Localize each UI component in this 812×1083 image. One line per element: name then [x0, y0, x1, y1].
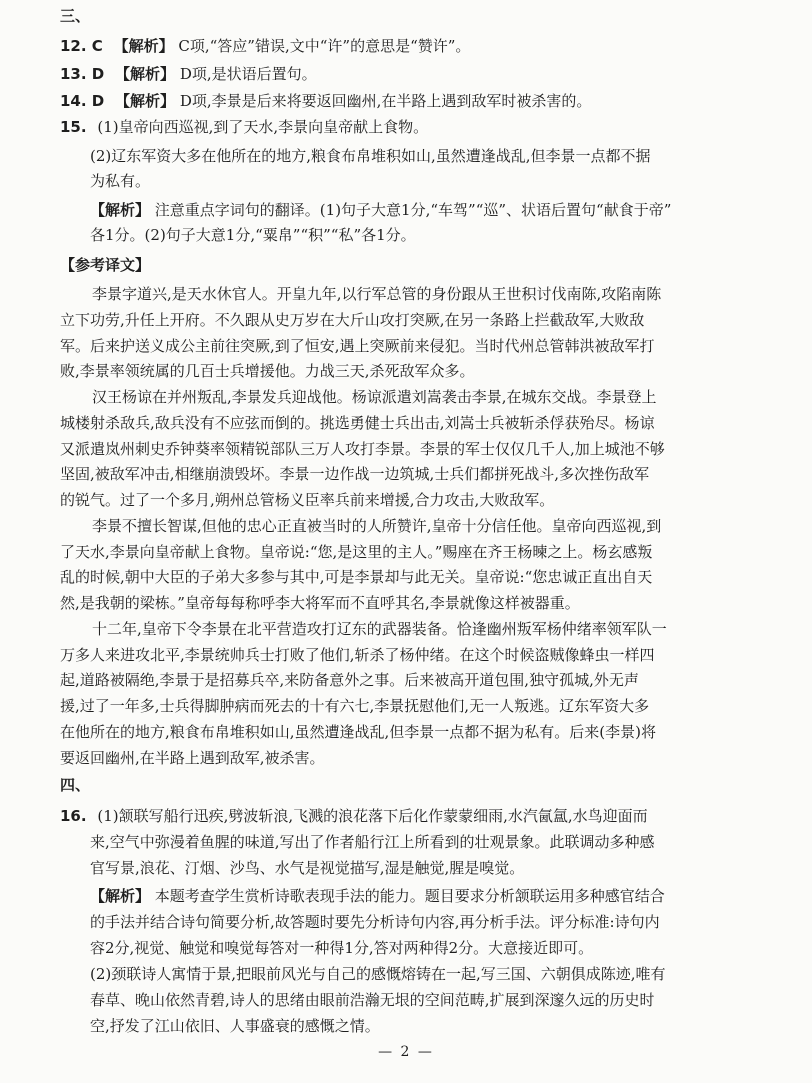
answer-16-number: 16. — [60, 807, 87, 825]
answer-15-part1: (1)皇帝向西巡视,到了天水,李景向皇帝献上食物。 — [97, 118, 429, 136]
translation-line: 然,是我朝的梁栋。”皇帝每每称呼李大将军而不直呼其名,李景就像这样被器重。 — [60, 594, 580, 612]
translation-line: 李景字道兴,是天水休官人。开皇九年,以行军总管的身份跟从王世积讨伐南陈,攻陷南陈 — [92, 285, 662, 303]
answer-15-analysis-line: 各1分。(2)句子大意1分,“粟帛”“积”“私”各1分。 — [90, 226, 416, 244]
answer-16-analysis — [90, 883, 762, 909]
answer-14-text: D项,李景是后来将要返回幽州,在半路上遇到敌军时被杀害的。 — [179, 92, 592, 110]
translation-line: 败,李景率领统属的几百士兵增援他。力战三天,杀死敌军众多。 — [60, 362, 475, 380]
answer-15-analysis — [90, 197, 762, 223]
answer-15-number: 15. — [60, 118, 87, 136]
answer-12-text: C项,“答应”错误,文中“许”的意思是“赞许”。 — [178, 37, 471, 55]
answer-15-part2-line: 为私有。 — [90, 172, 151, 190]
translation-line: 李景不擅长智谋,但他的忠心正直被当时的人所赞许,皇帝十分信任他。皇帝向西巡视,到 — [92, 517, 662, 535]
answer-13 — [60, 61, 760, 87]
answer-14-number: 14. D — [60, 92, 105, 110]
translation-line: 城楼射杀敌兵,敌兵没有不应弦而倒的。挑选勇健士兵出击,刘嵩士兵被斩杀俘获殆尽。杨谅 — [60, 414, 655, 432]
translation-line: 又派遣岚州刺史乔钟葵率领精锐部队三万人攻打李景。李景的军士仅仅几千人,加上城池不够 — [60, 440, 665, 458]
answer-16-analysis-line: 的手法并结合诗句简要分析,故答题时要先分析诗句内容,再分析手法。评分标准:诗句内 — [90, 913, 660, 931]
answer-15-analysis-text: 注意重点字词句的翻译。(1)句子大意1分,“车驾”“巡”、状语后置句“献食于帝” — [154, 201, 672, 219]
translation-line: 汉王杨谅在并州叛乱,李景发兵迎战他。杨谅派遣刘嵩袭击李景,在城东交战。李景登上 — [92, 388, 657, 406]
answer-16-part1-line: 来,空气中弥漫着鱼腥的味道,写出了作者船行江上所看到的壮观景象。此联调动多种感 — [90, 833, 655, 851]
answer-16-analysis-line: 容2分,视觉、触觉和嗅觉每答对一种得1分,答对两种得2分。大意接近即可。 — [90, 939, 594, 957]
analysis-tag: 【解析】 — [90, 201, 151, 219]
section-heading-3: 三、 — [60, 7, 91, 25]
translation-line: 坚固,被敌军冲击,相继崩溃毁坏。李景一边作战一边筑城,士兵们都拼死战斗,多次挫伤敌军 — [60, 465, 650, 483]
analysis-tag: 【解析】 — [115, 65, 176, 83]
answer-14 — [60, 88, 760, 114]
answer-13-number: 13. D — [60, 65, 105, 83]
translation-line: 在他所在的地方,粮食布帛堆积如山,虽然遭逢战乱,但李景一点都不据为私有。后来(李景)将 — [60, 723, 657, 741]
translation-line: 援,过了一年多,士兵得脚肿病而死去的十有六七,李景抚慰他们,无一人叛逃。辽东军资大多 — [60, 697, 650, 715]
translation-line: 乱的时候,朝中大臣的子弟大多参与其中,可是李景却与此无关。皇帝说:“您忠诚正直出自天 — [60, 568, 653, 586]
page-number: — 2 — — [378, 1044, 434, 1060]
translation-line: 立下功劳,升任上开府。不久跟从史万岁在大斤山攻打突厥,在另一条路上拦截敌军,大败敌 — [60, 311, 645, 329]
answer-12 — [60, 33, 760, 59]
answer-12-number: 12. C — [60, 37, 103, 55]
translation-line: 十二年,皇帝下令李景在北平营造攻打辽东的武器装备。恰逢幽州叛军杨仲绪率领军队一 — [92, 620, 667, 638]
answer-15 — [60, 114, 760, 140]
answer-16-part1: (1)颔联写船行迅疾,劈波斩浪,飞溅的浪花落下后化作蒙蒙细雨,水汽氤氲,水鸟迎面而 — [97, 807, 648, 825]
answer-16-part2-line: 空,抒发了江山依旧、人事盛衰的感慨之情。 — [90, 1017, 380, 1035]
answer-16-part2-line: 春草、晚山依然青碧,诗人的思绪由眼前浩瀚无垠的空间范畴,扩展到深邃久远的历史时 — [90, 991, 655, 1009]
translation-line: 要返回幽州,在半路上遇到敌军,被杀害。 — [60, 749, 325, 767]
answer-13-text: D项,是状语后置句。 — [179, 65, 317, 83]
analysis-tag: 【解析】 — [115, 92, 176, 110]
answer-16-part1-line: 官写景,浪花、汀烟、沙鸟、水气是视觉描写,湿是触觉,腥是嗅觉。 — [90, 859, 525, 877]
translation-heading: 【参考译文】 — [60, 256, 151, 274]
translation-line: 了天水,李景向皇帝献上食物。皇帝说:“您,是这里的主人。”赐座在齐王杨暕之上。杨玄感叛 — [60, 543, 653, 561]
translation-line: 万多人来进攻北平,李景统帅兵士打败了他们,斩杀了杨仲绪。在这个时候盗贼像蜂虫一样四 — [60, 646, 655, 664]
translation-line: 的锐气。过了一个多月,朔州总管杨义臣率兵前来增援,合力攻击,大败敌军。 — [60, 491, 555, 509]
translation-line: 军。后来护送义成公主前往突厥,到了恒安,遇上突厥前来侵犯。当时代州总管韩洪被敌军打 — [60, 337, 655, 355]
answer-15-part2-line: (2)辽东军资大多在他所在的地方,粮食布帛堆积如山,虽然遭逢战乱,但李景一点都不据 — [90, 147, 651, 165]
analysis-tag: 【解析】 — [90, 887, 151, 905]
analysis-tag: 【解析】 — [113, 37, 174, 55]
translation-line: 起,道路被隔绝,李景于是招募兵卒,来防备意外之事。后来被高开道包围,独守孤城,外无声 — [60, 671, 639, 689]
answer-16-analysis-text: 本题考查学生赏析诗歌表现手法的能力。题目要求分析颔联运用多种感官结合 — [154, 887, 665, 905]
answer-16 — [60, 803, 760, 829]
answer-16-part2-line: (2)颈联诗人寓情于景,把眼前风光与自己的感慨熔铸在一起,写三国、六朝俱成陈迹,唯有 — [90, 965, 666, 983]
section-heading-4: 四、 — [60, 776, 91, 794]
